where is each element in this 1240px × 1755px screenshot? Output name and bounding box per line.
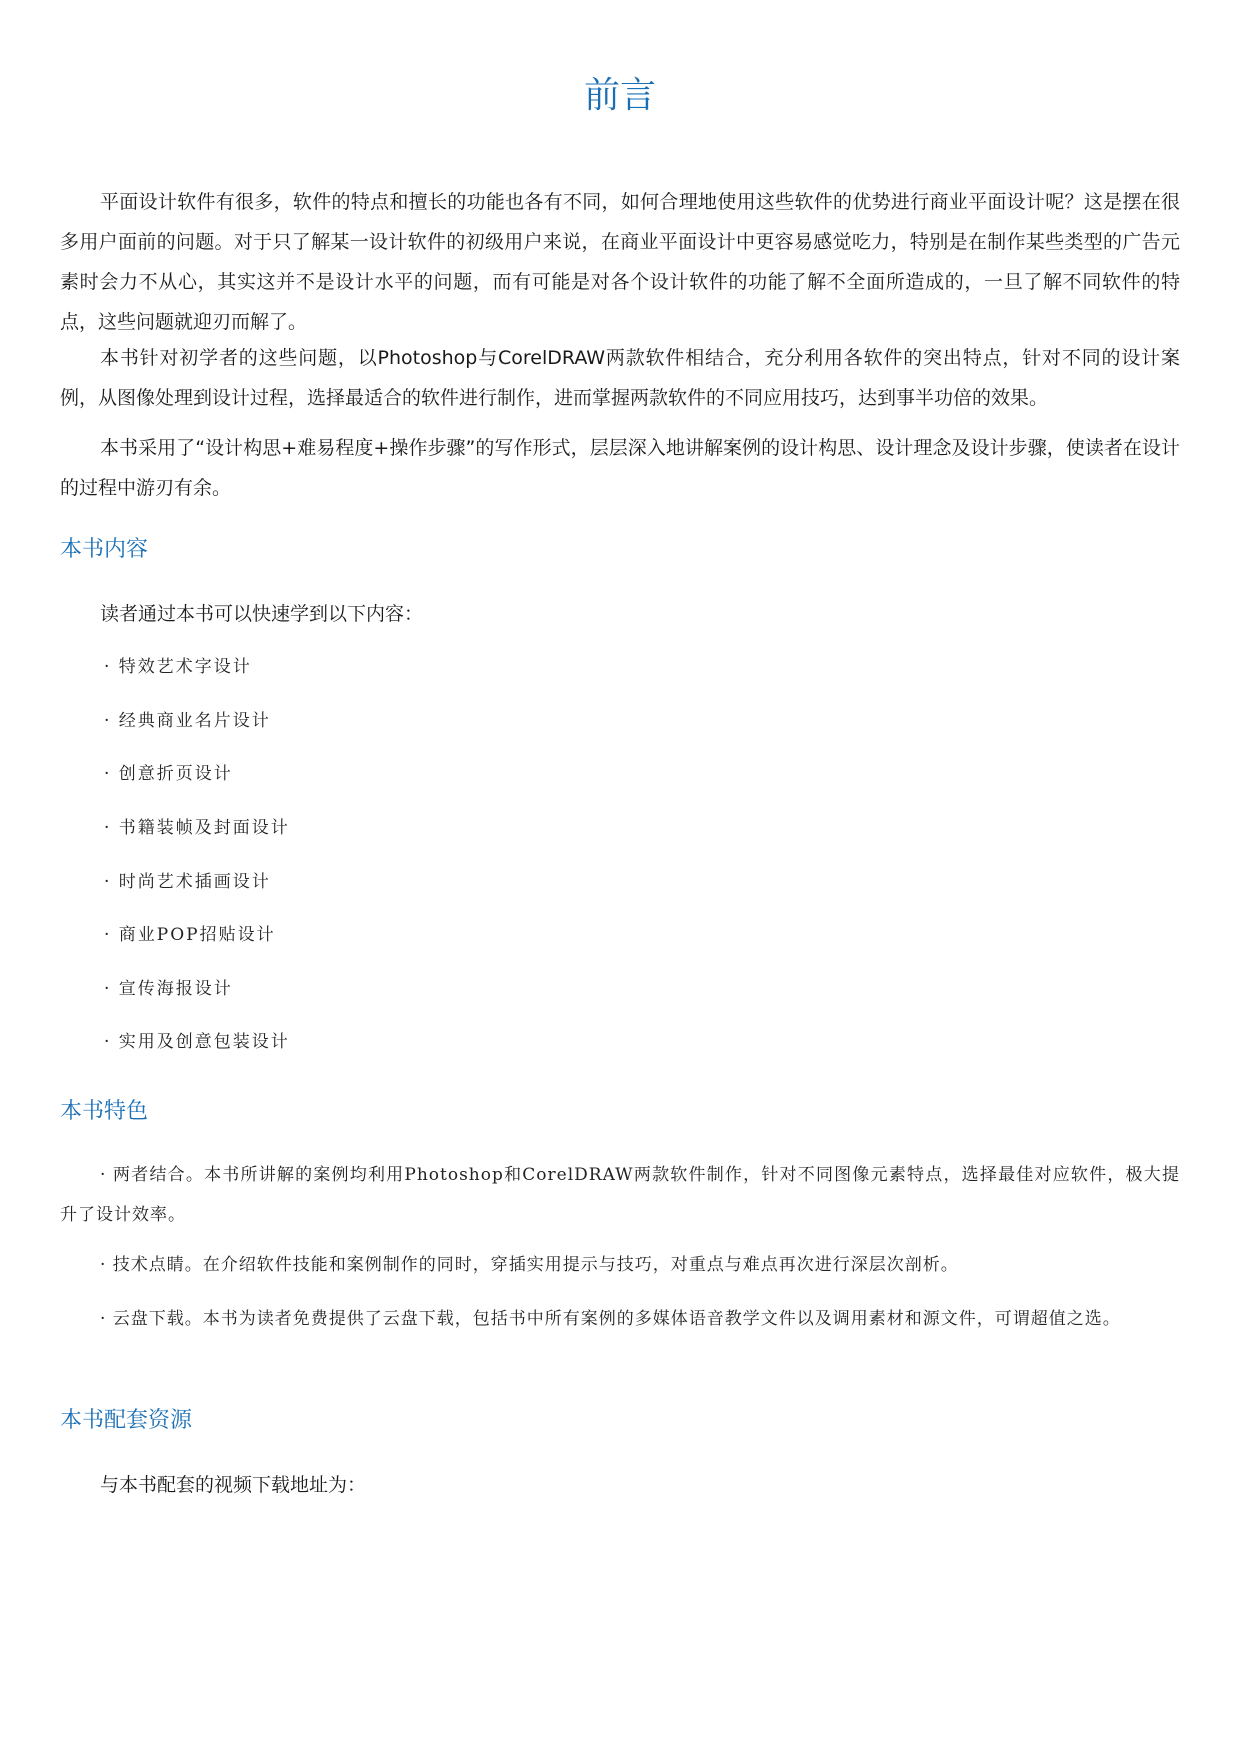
section-heading-resources: 本书配套资源 — [60, 1408, 193, 1433]
intro-paragraph-3: 本书采用了“设计构思+难易程度+操作步骤”的写作形式，层层深入地讲解案例的设计构思、设计理念及设计步骤，使读者在设计的过程中游刃有余。 — [60, 437, 1180, 499]
resources-lead: 与本书配套的视频下载地址为： — [100, 1474, 367, 1496]
content-item: · 实用及创意包装设计 — [104, 1032, 290, 1052]
content-item: · 书籍装帧及封面设计 — [104, 818, 290, 838]
content-item: · 特效艺术字设计 — [104, 657, 252, 677]
page-title: 前言 — [583, 75, 656, 116]
intro-paragraph-2: 本书针对初学者的这些问题，以Photoshop与CorelDRAW两款软件相结合，充分利用各软件的突出特点，针对不同的设计案例，从图像处理到设计过程，选择最适合的软件进行制作，进而掌握两款软件的不同应用技巧，达到事半功倍的效果。 — [60, 347, 1180, 409]
content-lead: 读者通过本书可以快速学到以下内容： — [100, 603, 424, 625]
content-item: · 商业POP招贴设计 — [104, 925, 276, 945]
feature-item: · 云盘下载。本书为读者免费提供了云盘下载，包括书中所有案例的多媒体语音教学文件以及调用素材和源文件，可谓超值之选。 — [100, 1309, 1121, 1329]
intro-paragraph-1: 平面设计软件有很多，软件的特点和擅长的功能也各有不同，如何合理地使用这些软件的优势进行商业平面设计呢？这是摆在很多用户面前的问题。对于只了解某一设计软件的初级用户来说，在商业平面设计中更容易感觉吃力，特别是在制作某些类型的广告元素时会力不从心，其实这并不是设计水平的问题，而有可能是对各个设计软件的功能了解不全面所造成的，一旦了解不同软件的特点，这些问题就迎刃而解了。 — [60, 191, 1180, 333]
content-item: · 宣传海报设计 — [104, 979, 233, 999]
content-item: · 时尚艺术插画设计 — [104, 872, 271, 892]
feature-item: · 技术点睛。在介绍软件技能和案例制作的同时，穿插实用提示与技巧，对重点与难点再次进行深层次剖析。 — [100, 1255, 959, 1275]
section-heading-features: 本书特色 — [60, 1099, 149, 1124]
content-item: · 经典商业名片设计 — [104, 711, 271, 731]
feature-item: · 两者结合。本书所讲解的案例均利用Photoshop和CorelDRAW两款软件制作，针对不同图像元素特点，选择最佳对应软件，极大提升了设计效率。 — [60, 1165, 1180, 1225]
content-item: · 创意折页设计 — [104, 764, 233, 784]
section-heading-content: 本书内容 — [60, 537, 149, 562]
